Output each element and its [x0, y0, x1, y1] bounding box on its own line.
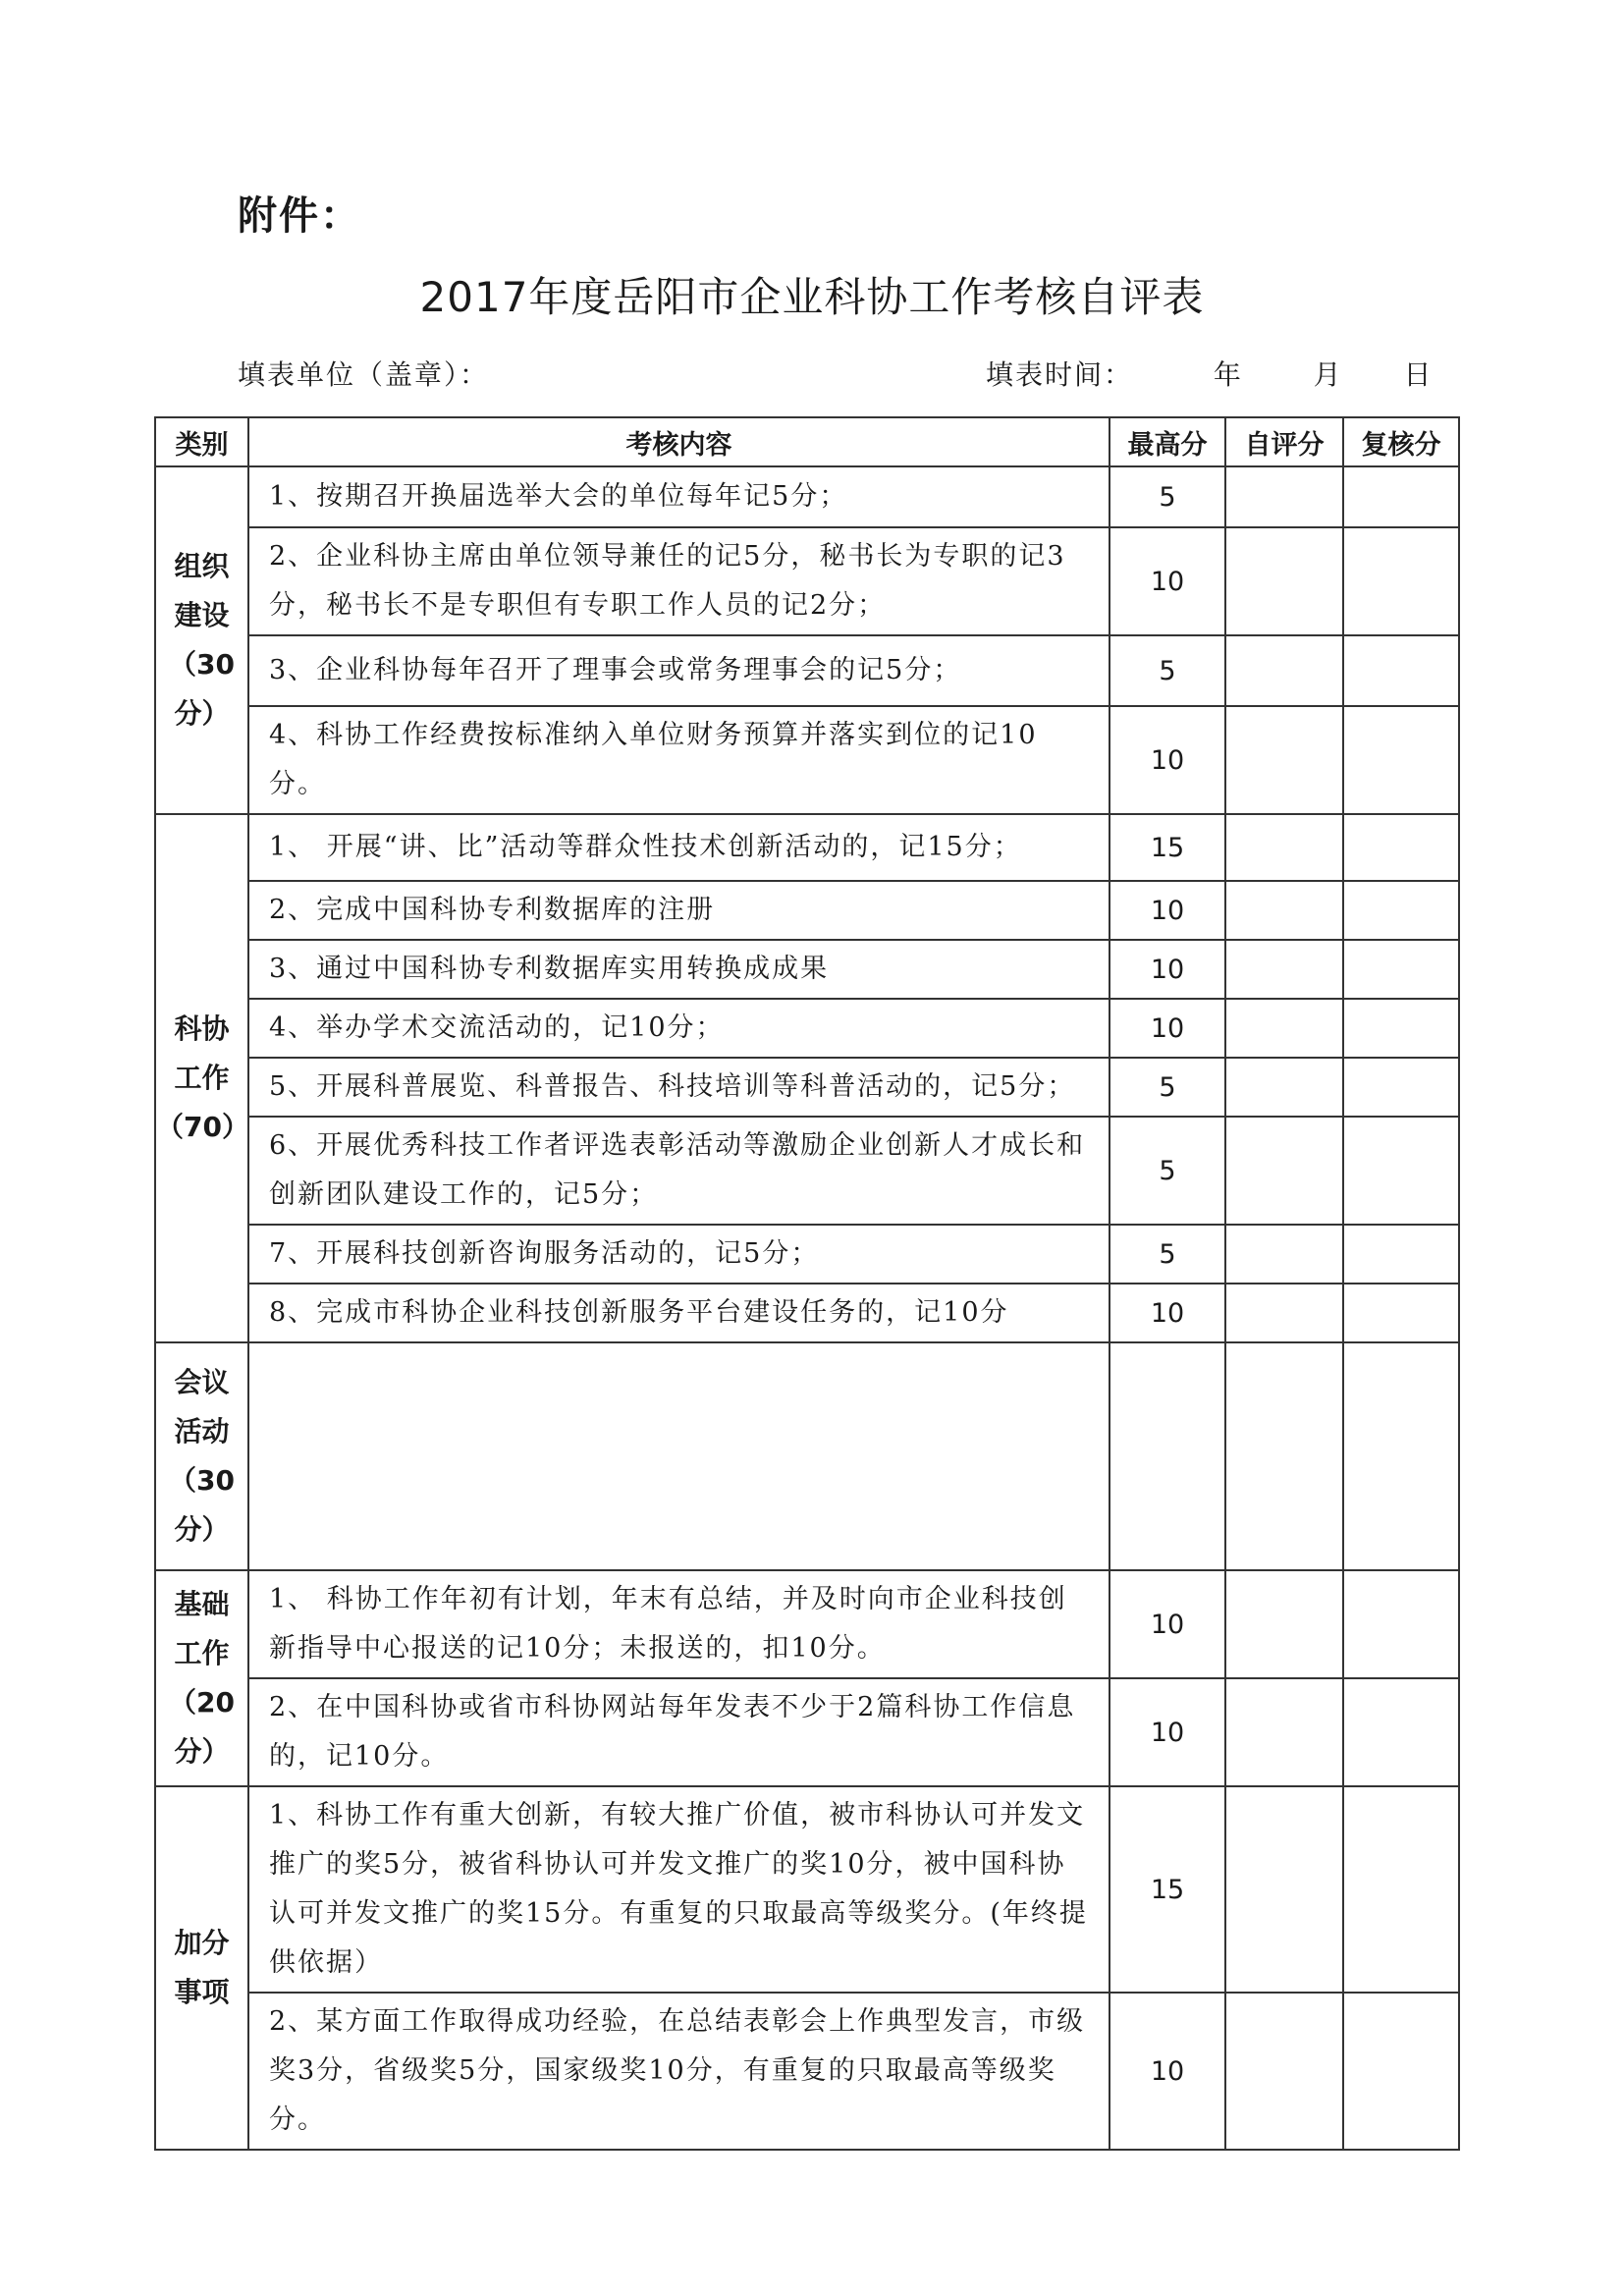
- header-category: 类别: [155, 417, 248, 466]
- self-score-cell[interactable]: [1225, 814, 1343, 881]
- self-score-cell[interactable]: [1225, 1993, 1343, 2150]
- review-score-cell[interactable]: [1343, 466, 1459, 527]
- self-score-cell[interactable]: [1225, 940, 1343, 999]
- review-score-cell[interactable]: [1343, 1993, 1459, 2150]
- review-score-cell[interactable]: [1343, 527, 1459, 635]
- review-score-cell[interactable]: [1343, 1342, 1459, 1570]
- table-row: [155, 1342, 1459, 1570]
- criterion-text: 1、科协工作有重大创新，有较大推广价值，被市科协认可并发文推广的奖5分，被省科协认可并发文推广的奖10分，被中国科协认可并发文推广的奖15分。有重复的只取最高等级奖分。(年终提供依据）: [248, 1786, 1110, 1993]
- table-row: [155, 1570, 1459, 1678]
- criterion-text: 5、开展科普展览、科普报告、科技培训等科普活动的，记5分；: [248, 1058, 1110, 1117]
- fill-unit-label: 填表单位（盖章）：: [238, 358, 490, 391]
- review-score-cell[interactable]: [1343, 1678, 1459, 1786]
- max-score: 10: [1110, 706, 1225, 814]
- max-score: [1110, 1342, 1225, 1570]
- table-row: [155, 940, 1459, 999]
- table-row: [155, 1284, 1459, 1342]
- criterion-text: 1、 开展“讲、比”活动等群众性技术创新活动的，记15分；: [248, 814, 1110, 881]
- self-score-cell[interactable]: [1225, 1117, 1343, 1225]
- category-cell: 加分 事项: [155, 1786, 248, 2150]
- self-score-cell[interactable]: [1225, 1570, 1343, 1678]
- review-score-cell[interactable]: [1343, 999, 1459, 1058]
- max-score: 5: [1110, 1058, 1225, 1117]
- max-score: 5: [1110, 1117, 1225, 1225]
- max-score: 15: [1110, 814, 1225, 881]
- attachment-label: 附件：: [238, 193, 361, 239]
- max-score: 10: [1110, 999, 1225, 1058]
- self-score-cell[interactable]: [1225, 1786, 1343, 1993]
- max-score: 10: [1110, 1570, 1225, 1678]
- review-score-cell[interactable]: [1343, 1117, 1459, 1225]
- self-score-cell[interactable]: [1225, 1284, 1343, 1342]
- max-score: 5: [1110, 1225, 1225, 1284]
- table-row: [155, 1993, 1459, 2150]
- max-score: 5: [1110, 635, 1225, 706]
- fill-time: [986, 354, 1434, 393]
- review-score-cell[interactable]: [1343, 814, 1459, 881]
- self-score-cell[interactable]: [1225, 881, 1343, 940]
- criterion-text: 1、 科协工作年初有计划，年末有总结，并及时向市企业科技创新指导中心报送的记10分；未报送的，扣10分。: [248, 1570, 1110, 1678]
- table-header-row: [155, 417, 1459, 466]
- self-score-cell[interactable]: [1225, 1225, 1343, 1284]
- criterion-text: 4、举办学术交流活动的，记10分；: [248, 999, 1110, 1058]
- criterion-text: [248, 1342, 1110, 1570]
- category-cell: 科协 工作 （70）: [155, 814, 248, 1342]
- header-review: 复核分: [1343, 417, 1459, 466]
- criterion-text: 7、开展科技创新咨询服务活动的，记5分；: [248, 1225, 1110, 1284]
- criterion-text: 3、企业科协每年召开了理事会或常务理事会的记5分；: [248, 635, 1110, 706]
- date-month: 月: [1313, 358, 1343, 391]
- table-row: [155, 635, 1459, 706]
- criterion-text: 2、在中国科协或省市科协网站每年发表不少于2篇科协工作信息的，记10分。: [248, 1678, 1110, 1786]
- max-score: 10: [1110, 881, 1225, 940]
- criterion-text: 6、开展优秀科技工作者评选表彰活动等激励企业创新人才成长和创新团队建设工作的，记5分；: [248, 1117, 1110, 1225]
- date-day: 日: [1403, 358, 1434, 391]
- category-cell: 基础 工作 （20 分）: [155, 1570, 248, 1786]
- review-score-cell[interactable]: [1343, 706, 1459, 814]
- header-content: 考核内容: [248, 417, 1110, 466]
- self-score-cell[interactable]: [1225, 999, 1343, 1058]
- category-cell: 组织 建设 （30 分）: [155, 466, 248, 814]
- criterion-text: 2、某方面工作取得成功经验，在总结表彰会上作典型发言，市级奖3分，省级奖5分，国家级奖10分，有重复的只取最高等级奖分。: [248, 1993, 1110, 2150]
- header-self: 自评分: [1225, 417, 1343, 466]
- review-score-cell[interactable]: [1343, 1284, 1459, 1342]
- criterion-text: 8、完成市科协企业科技创新服务平台建设任务的，记10分: [248, 1284, 1110, 1342]
- category-cell: 会议 活动 （30 分）: [155, 1342, 248, 1570]
- self-score-cell[interactable]: [1225, 1678, 1343, 1786]
- table-row: [155, 1678, 1459, 1786]
- table-row: [155, 527, 1459, 635]
- review-score-cell[interactable]: [1343, 1058, 1459, 1117]
- max-score: 5: [1110, 466, 1225, 527]
- criterion-text: 2、完成中国科协专利数据库的注册: [248, 881, 1110, 940]
- table-row: [155, 466, 1459, 527]
- criterion-text: 2、企业科协主席由单位领导兼任的记5分，秘书长为专职的记3分，秘书长不是专职但有专职工作人员的记2分；: [248, 527, 1110, 635]
- self-score-cell[interactable]: [1225, 706, 1343, 814]
- table-body: [155, 466, 1459, 2150]
- table-row: [155, 881, 1459, 940]
- document-title: 2017年度岳阳市企业科协工作考核自评表: [419, 273, 1205, 321]
- self-score-cell[interactable]: [1225, 1058, 1343, 1117]
- self-score-cell[interactable]: [1225, 1342, 1343, 1570]
- max-score: 10: [1110, 1284, 1225, 1342]
- criterion-text: 3、通过中国科协专利数据库实用转换成成果: [248, 940, 1110, 999]
- max-score: 10: [1110, 1993, 1225, 2150]
- criterion-text: 1、按期召开换届选举大会的单位每年记5分；: [248, 466, 1110, 527]
- table-row: [155, 1117, 1459, 1225]
- criterion-text: 4、科协工作经费按标准纳入单位财务预算并落实到位的记10分。: [248, 706, 1110, 814]
- review-score-cell[interactable]: [1343, 940, 1459, 999]
- review-score-cell[interactable]: [1343, 1570, 1459, 1678]
- table-row: [155, 1058, 1459, 1117]
- table-row: [155, 706, 1459, 814]
- max-score: 10: [1110, 527, 1225, 635]
- max-score: 10: [1110, 1678, 1225, 1786]
- review-score-cell[interactable]: [1343, 1786, 1459, 1993]
- max-score: 15: [1110, 1786, 1225, 1993]
- self-score-cell[interactable]: [1225, 466, 1343, 527]
- date-year: 年: [1213, 358, 1243, 391]
- table-row: [155, 1786, 1459, 1993]
- review-score-cell[interactable]: [1343, 881, 1459, 940]
- max-score: 10: [1110, 940, 1225, 999]
- self-score-cell[interactable]: [1225, 527, 1343, 635]
- assessment-table: [154, 416, 1460, 2151]
- fill-time-label: 填表时间：: [986, 358, 1134, 391]
- table-row: [155, 1225, 1459, 1284]
- review-score-cell[interactable]: [1343, 1225, 1459, 1284]
- header-max: 最高分: [1110, 417, 1225, 466]
- table-row: [155, 814, 1459, 881]
- table-row: [155, 999, 1459, 1058]
- review-score-cell[interactable]: [1343, 635, 1459, 706]
- self-score-cell[interactable]: [1225, 635, 1343, 706]
